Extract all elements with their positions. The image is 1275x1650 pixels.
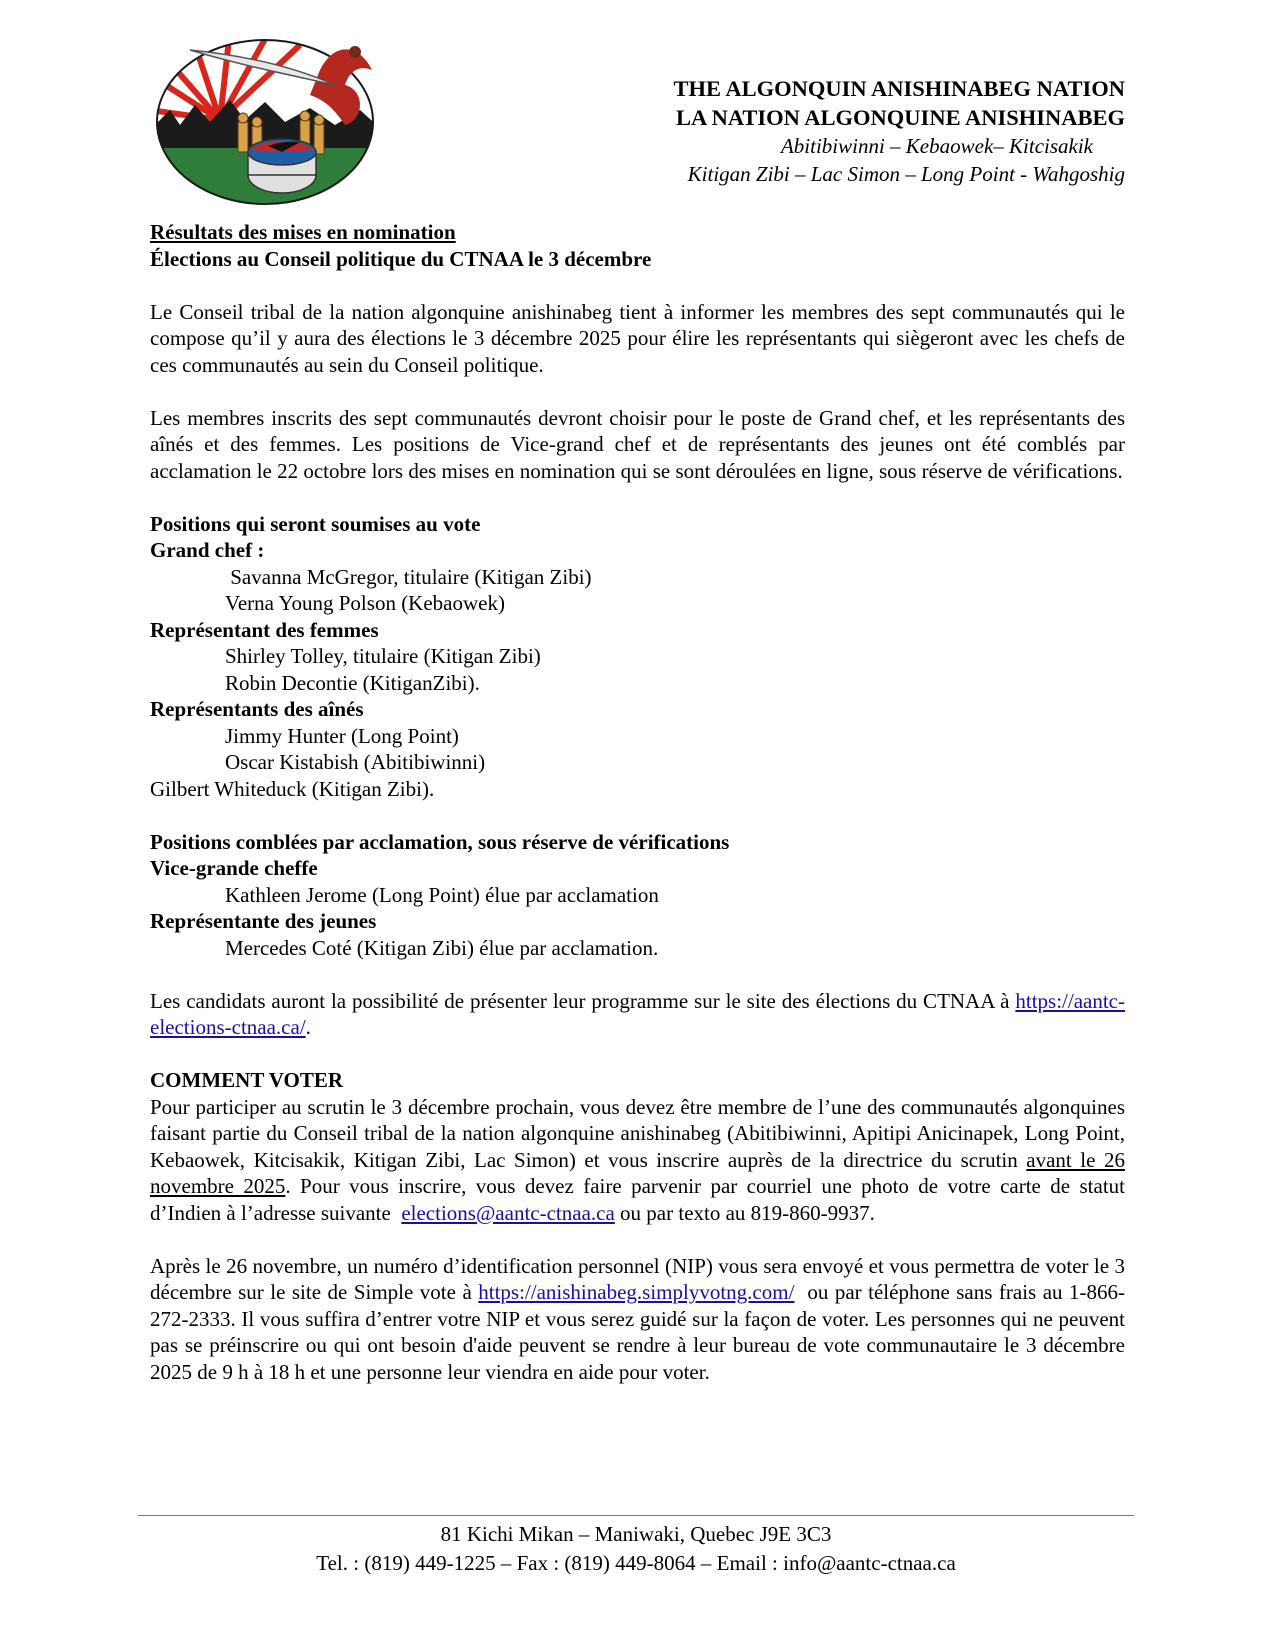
page-title: Résultats des mises en nomination xyxy=(150,220,456,244)
jeunes-elected: Mercedes Coté (Kitigan Zibi) élue par acclamation. xyxy=(225,935,659,960)
femmes-label: Représentant des femmes xyxy=(150,617,379,642)
document-body xyxy=(150,219,1125,1385)
org-name-fr: LA NATION ALGONQUINE ANISHINABEG xyxy=(675,105,1125,130)
intro-paragraph-1: Le Conseil tribal de la nation algonquine anishinabeg tient à informer les membres des sept communautés qui le compose qu’il y aura des élections le 3 décembre 2025 pour élire les représentants qui siègeront avec les chefs de ces communautés au sein du Conseil politique. xyxy=(150,299,1125,377)
aines-candidate: Oscar Kistabish (Abitibiwinni) xyxy=(225,750,486,774)
nation-logo xyxy=(150,30,380,210)
footer-divider xyxy=(138,1515,1134,1516)
elections-site-link[interactable]: https://aantc-elections-ctnaa.ca/ xyxy=(150,988,1125,1039)
acclamation-heading: Positions comblées par acclamation, sous réserve de vérifications xyxy=(150,829,730,854)
aines-candidate: Jimmy Hunter (Long Point) xyxy=(225,723,459,748)
simply-vote-link[interactable]: https://anishinabeg.simplyvotng.com/ xyxy=(478,1280,795,1304)
grand-chef-candidate: Savanna McGregor, titulaire (Kitigan Zibi) xyxy=(225,564,592,589)
grand-chef-label: Grand chef : xyxy=(150,538,265,562)
communities-line-2: Kitigan Zibi – Lac Simon – Long Point - Wahgoshig xyxy=(687,162,1125,186)
organization-header xyxy=(673,74,1125,188)
how-to-vote-heading: COMMENT VOTER xyxy=(150,1068,344,1092)
grand-chef-candidate: Verna Young Polson (Kebaowek) xyxy=(225,591,505,615)
femmes-candidate: Robin Decontie (KitiganZibi). xyxy=(225,670,480,695)
drum-icon xyxy=(248,139,316,193)
communities-line-1: Abitibiwinni – Kebaowek– Kitcisakik xyxy=(780,134,1093,158)
jeunes-label: Représentante des jeunes xyxy=(150,909,377,933)
femmes-candidate: Shirley Tolley, titulaire (Kitigan Zibi) xyxy=(225,644,541,668)
vote-positions-heading: Positions qui seront soumises au vote xyxy=(150,511,481,536)
aines-label: Représentants des aînés xyxy=(150,697,364,721)
vice-elected: Kathleen Jerome (Long Point) élue par acclamation xyxy=(225,882,659,907)
elections-email-link[interactable]: elections@aantc-ctnaa.ca xyxy=(401,1200,615,1225)
page-footer xyxy=(138,1520,1134,1578)
footer-address: 81 Kichi Mikan – Maniwaki, Quebec J9E 3C3 xyxy=(440,1522,832,1546)
registration-deadline: avant le 26 novembre 2025 xyxy=(150,1147,1125,1198)
candidates-paragraph: Les candidats auront la possibilité de présenter leur programme sur le site des élections du CTNAA à https://aantc-elections-ctnaa.ca/. xyxy=(150,988,1125,1039)
org-name-en: THE ALGONQUIN ANISHINABEG NATION xyxy=(673,76,1125,101)
footer-contact: Tel. : (819) 449-1225 – Fax : (819) 449-8064 – Email : info@aantc-ctnaa.ca xyxy=(316,1551,956,1575)
intro-paragraph-2: Les membres inscrits des sept communautés devront choisir pour le poste de Grand chef, et les représentants des aînés et des femmes. Les positions de Vice-grand chef et de représentants des jeunes ont été comblés par acclamation le 22 octobre lors des mises en nomination qui se sont déroulées en ligne, sous réserve de vérifications. xyxy=(150,405,1125,483)
page-subtitle: Élections au Conseil politique du CTNAA le 3 décembre xyxy=(150,246,652,271)
vice-label: Vice-grande cheffe xyxy=(150,856,318,880)
how-to-vote-paragraph-1: Pour participer au scrutin le 3 décembre prochain, vous devez être membre de l’une des communautés algonquines faisant partie du Conseil tribal de la nation algonquine anishinabeg (Abitibiwinni, Apitipi Anicinapek, Long Point, Kebaowek, Kitcisakik, Kitigan Zibi, Lac Simon) et vous inscrire auprès de la directrice du scrutin avant le 26 novembre 2025. Pour vous inscrire, vous devez faire parvenir par courriel une photo de votre carte de statut d’Indien à l’adresse suivante elections@aantc-ctnaa.ca ou par texto au 819-860-9937. xyxy=(150,1094,1125,1225)
aines-candidate: Gilbert Whiteduck (Kitigan Zibi). xyxy=(150,776,435,801)
how-to-vote-paragraph-2: Après le 26 novembre, un numéro d’identification personnel (NIP) vous sera envoyé et vous permettra de voter le 3 décembre sur le site de Simple vote à https://anishinabeg.simplyvotng.com/ ou par téléphone sans frais au 1-866-272-2333. Il vous suffira d’entrer votre NIP et vous serez guidé sur la façon de voter. Les personnes qui ne peuvent pas se préinscrire ou qui ont besoin d'aide peuvent se rendre à leur bureau de vote communautaire le 3 décembre 2025 de 9 h à 18 h et une personne leur viendra en aide pour voter. xyxy=(150,1253,1125,1384)
